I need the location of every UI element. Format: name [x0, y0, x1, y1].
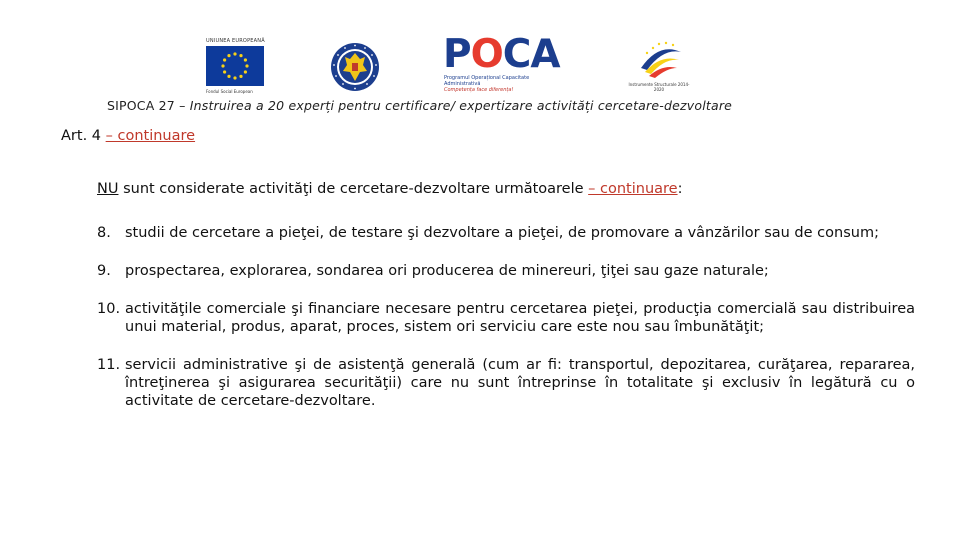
government-logo [329, 41, 381, 93]
list-item-text: prospectarea, explorarea, sondarea ori producerea de minereuri, ţiţei sau gaze naturale; [125, 263, 769, 279]
poca-letter-p: P [443, 32, 471, 77]
article-label: Art. 4 [61, 128, 106, 144]
poca-program-name: Programul Operațional Capacitate Administrativă [444, 75, 530, 87]
list-item-text: activităţile comerciale şi financiare necesare pentru cercetarea pieţei, producţia comercială sau distribuirea unui material, produs, aparat, proces, sistem ori serviciu care este nou sau îmbunătăţit; [125, 301, 915, 335]
logo-bar [205, 32, 695, 96]
eu-flag-icon [206, 46, 264, 86]
structural-instruments-caption: Instrumente Structurale 2014-2020 [628, 82, 690, 92]
poca-letters-ca: CA [502, 32, 560, 77]
list-item-text: studii de cercetare a pieţei, de testare şi dezvoltare a pieţei, de promovare a vânzărilor sau de consum; [125, 225, 879, 241]
list-item-number: 8. [97, 225, 111, 241]
poca-wordmark [443, 32, 560, 79]
list-item-number: 10. [97, 301, 121, 317]
intro-colon: : [677, 181, 683, 197]
list-item [97, 300, 915, 336]
poca-logo [443, 32, 565, 96]
list-item [97, 356, 915, 410]
poca-subtitle [444, 75, 564, 93]
course-code: SIPOCA 27 – [107, 98, 190, 113]
intro-text: sunt considerate activităţi de cercetare-dezvoltare următoarele [118, 181, 589, 197]
article-heading [61, 127, 195, 145]
list-item [97, 224, 915, 242]
intro-sentence [97, 180, 682, 198]
structural-instruments-star-icon [623, 38, 695, 82]
list-item-number: 11. [97, 357, 121, 373]
list-item [97, 262, 915, 280]
intro-negation: NU [97, 181, 119, 197]
eu-logo-bottom-text: Fondul Social European [206, 89, 253, 94]
eu-logo [205, 38, 267, 96]
course-title: Instruirea a 20 experți pentru certificare/ expertizare activități cercetare-dezvoltare [189, 98, 733, 113]
poca-letter-o: O [470, 32, 503, 77]
poca-tagline: Competența face diferența! [444, 87, 514, 93]
romanian-government-seal-icon [329, 41, 381, 93]
article-continuation: – continuare [105, 128, 196, 144]
excluded-activities-list [97, 224, 915, 410]
intro-continuation: – continuare [588, 181, 678, 197]
structural-instruments-logo [623, 38, 695, 96]
eu-logo-top-text: UNIUNEA EUROPEANĂ [206, 38, 265, 44]
course-title-line [107, 98, 867, 114]
list-item-number: 9. [97, 263, 111, 279]
list-item-text: servicii administrative şi de asistenţă generală (cum ar fi: transportul, depozitarea, curăţarea, repararea, întreţinerea şi asigurarea securităţii) care nu sunt întreprinse în totalitate şi exclusiv în legătură cu o activitate de cercetare-dezvoltare. [125, 357, 915, 409]
